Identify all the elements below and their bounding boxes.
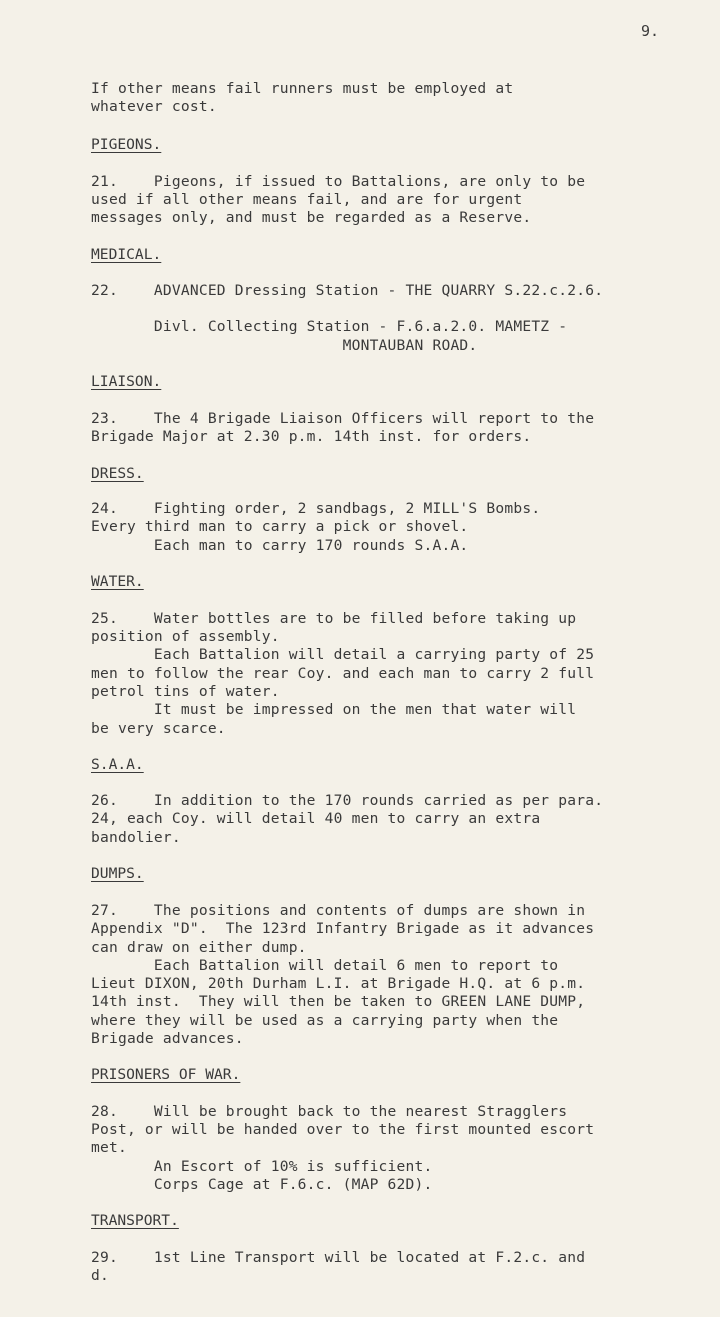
paragraph-line: used if all other means fail, and are for urgent: [91, 191, 523, 208]
paragraph-line: 22. ADVANCED Dressing Station - THE QUARRY S.22.c.2.6.: [91, 282, 604, 299]
intro-line: If other means fail runners must be employed at: [91, 80, 514, 97]
paragraph-line: bandolier.: [91, 829, 181, 846]
paragraph-line: 14th inst. They will then be taken to GREEN LANE DUMP,: [91, 993, 586, 1010]
section-heading-liaison: LIAISON.: [91, 373, 162, 390]
paragraph-line: 23. The 4 Brigade Liaison Officers will report to the: [91, 410, 595, 427]
paragraph-line: It must be impressed on the men that water will: [91, 701, 577, 718]
paragraph-line: 29. 1st Line Transport will be located at F.2.c. and: [91, 1249, 586, 1266]
paragraph-line: 24, each Coy. will detail 40 men to carry an extra: [91, 810, 541, 827]
section-heading-transport: TRANSPORT.: [91, 1212, 179, 1229]
paragraph-line: position of assembly.: [91, 628, 280, 645]
section-heading-water: WATER.: [91, 573, 144, 590]
paragraph-line: Post, or will be handed over to the first mounted escort: [91, 1121, 595, 1138]
paragraph-line: 26. In addition to the 170 rounds carried as per para.: [91, 792, 604, 809]
page-number: 9.: [641, 22, 660, 40]
paragraph-line: Every third man to carry a pick or shovel.: [91, 518, 469, 535]
paragraph-line: men to follow the rear Coy. and each man to carry 2 full: [91, 665, 595, 682]
paragraph-line: Brigade Major at 2.30 p.m. 14th inst. for orders.: [91, 428, 532, 445]
paragraph-line: 21. Pigeons, if issued to Battalions, are only to be: [91, 173, 586, 190]
paragraph-line: Each Battalion will detail 6 men to report to: [91, 957, 559, 974]
section-heading-saa: S.A.A.: [91, 756, 144, 773]
intro-line: whatever cost.: [91, 98, 217, 115]
paragraph-line: met.: [91, 1139, 127, 1156]
paragraph-line: Appendix "D". The 123rd Infantry Brigade as it advances: [91, 920, 595, 937]
paragraph-line: can draw on either dump.: [91, 939, 307, 956]
paragraph-line: Corps Cage at F.6.c. (MAP 62D).: [91, 1176, 433, 1193]
paragraph-line: be very scarce.: [91, 720, 226, 737]
paragraph-line: 25. Water bottles are to be filled before taking up: [91, 610, 577, 627]
paragraph-line: Divl. Collecting Station - F.6.a.2.0. MAMETZ -: [91, 318, 568, 335]
paragraph-line: where they will be used as a carrying party when the: [91, 1012, 559, 1029]
paragraph-line: MONTAUBAN ROAD.: [91, 337, 478, 354]
paragraph-line: Lieut DIXON, 20th Durham L.I. at Brigade H.Q. at 6 p.m.: [91, 975, 586, 992]
paragraph-line: Each man to carry 170 rounds S.A.A.: [91, 537, 469, 554]
paragraph-line: Brigade advances.: [91, 1030, 244, 1047]
section-heading-pigeons: PIGEONS.: [91, 136, 162, 153]
paragraph-line: d.: [91, 1267, 109, 1284]
paragraph-line: An Escort of 10% is sufficient.: [91, 1158, 433, 1175]
section-heading-medical: MEDICAL.: [91, 246, 162, 263]
section-heading-dress: DRESS.: [91, 465, 144, 482]
paragraph-line: 27. The positions and contents of dumps are shown in: [91, 902, 586, 919]
paragraph-line: 24. Fighting order, 2 sandbags, 2 MILL'S Bombs.: [91, 500, 541, 517]
paragraph-line: petrol tins of water.: [91, 683, 280, 700]
paragraph-line: messages only, and must be regarded as a Reserve.: [91, 209, 532, 226]
paragraph-line: Each Battalion will detail a carrying party of 25: [91, 646, 595, 663]
section-heading-prisoners-of-war: PRISONERS OF WAR.: [91, 1066, 241, 1083]
paragraph-line: 28. Will be brought back to the nearest Stragglers: [91, 1103, 568, 1120]
section-heading-dumps: DUMPS.: [91, 865, 144, 882]
